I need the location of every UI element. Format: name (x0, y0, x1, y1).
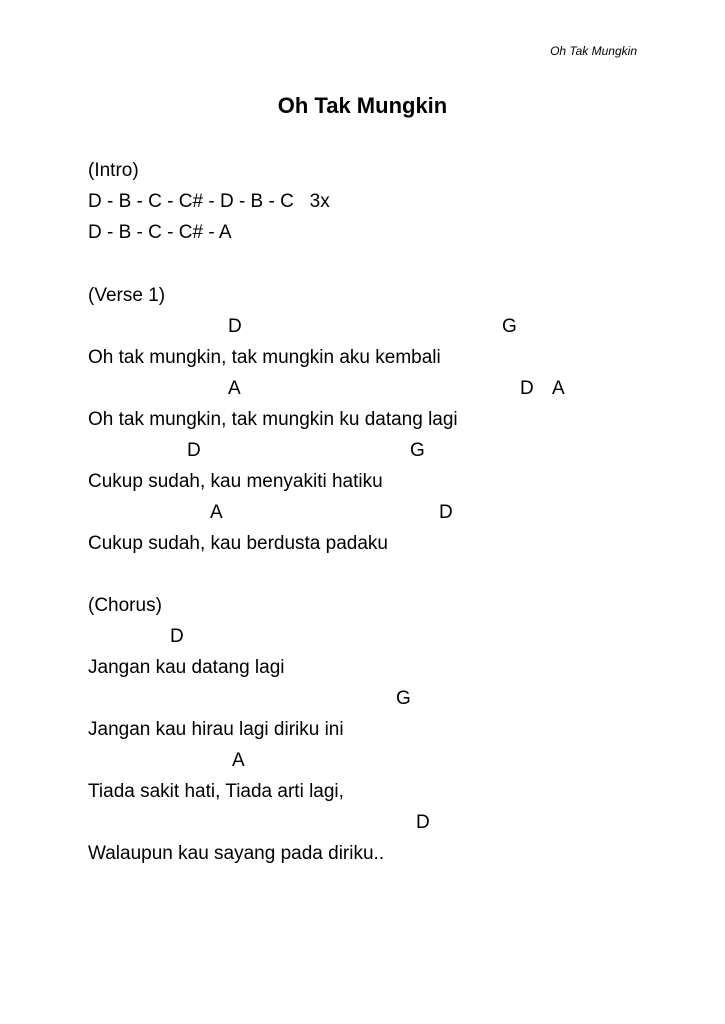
running-header: Oh Tak Mungkin (550, 44, 637, 58)
chord: A (552, 378, 565, 399)
chord: D (228, 316, 242, 337)
chord: D (520, 378, 534, 399)
chord: D (416, 812, 430, 833)
verse1-label: (Verse 1) (88, 285, 166, 306)
lyric-line: Oh tak mungkin, tak mungkin aku kembali (88, 347, 441, 368)
lyric-line: Tiada sakit hati, Tiada arti lagi, (88, 781, 344, 802)
song-title: Oh Tak Mungkin (277, 93, 448, 118)
chord: D (187, 440, 201, 461)
lyric-line: Cukup sudah, kau menyakiti hatiku (88, 471, 383, 492)
lyric-line: Walaupun kau sayang pada diriku.. (88, 843, 385, 864)
lyric-line: Cukup sudah, kau berdusta padaku (88, 533, 388, 554)
chord: A (228, 378, 241, 399)
chord: G (502, 316, 517, 337)
chord: G (396, 688, 411, 709)
lyric-line: Oh tak mungkin, tak mungkin ku datang lagi (88, 409, 458, 430)
chord: A (232, 750, 245, 771)
chord: D (170, 626, 184, 647)
chord: G (410, 440, 425, 461)
chord: A (210, 502, 223, 523)
intro-chords-line-2: D - B - C - C# - A (88, 222, 232, 243)
chord: D (439, 502, 453, 523)
chorus-label: (Chorus) (88, 595, 162, 616)
intro-label: (Intro) (88, 160, 139, 181)
lyric-line: Jangan kau hirau lagi diriku ini (88, 719, 344, 740)
intro-chords-line-1: D - B - C - C# - D - B - C 3x (88, 191, 330, 212)
lyric-line: Jangan kau datang lagi (88, 657, 285, 678)
